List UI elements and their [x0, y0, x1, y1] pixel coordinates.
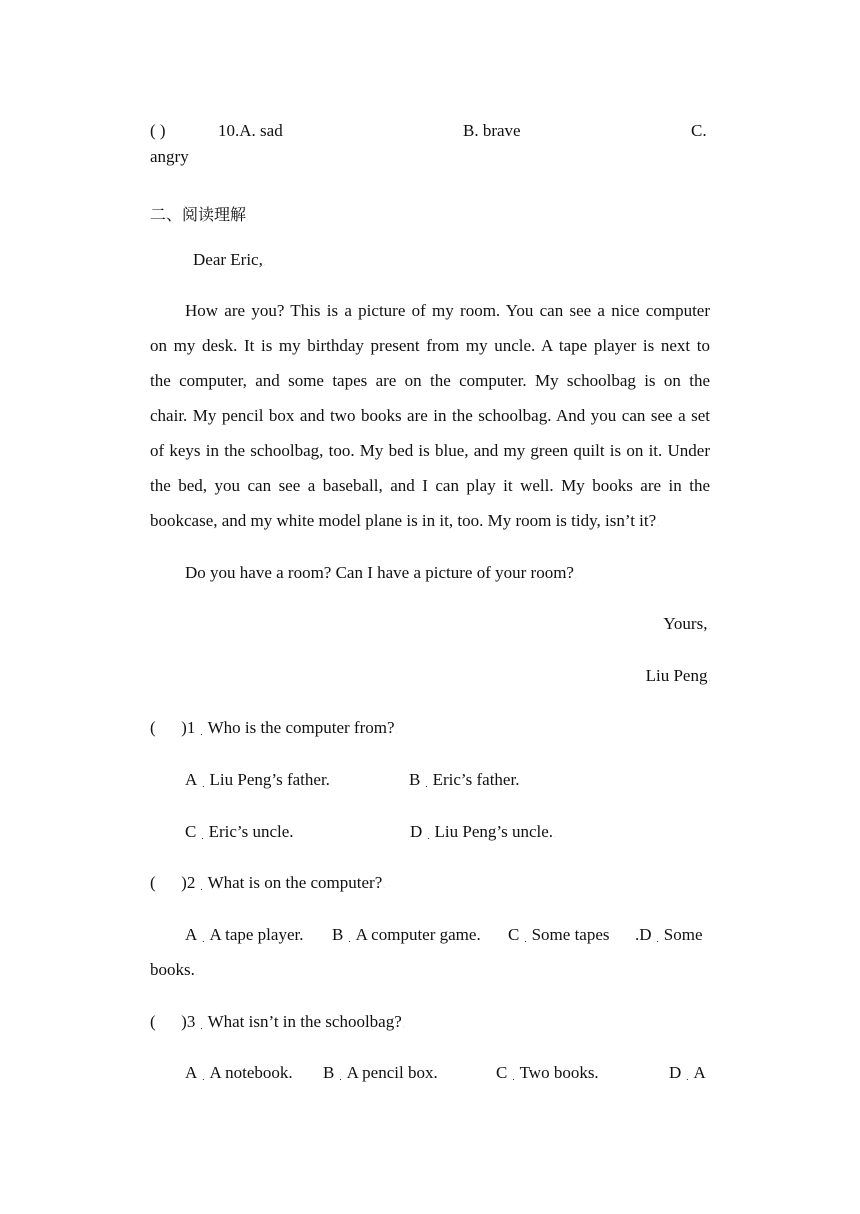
signature-text: Liu Peng — [645, 666, 708, 685]
option-c: C . Two books. — [496, 1063, 599, 1082]
option-a: A . Liu Peng’s father. — [185, 770, 330, 789]
option-d: D . A — [669, 1063, 706, 1082]
letter-body-line-last: bookcase, and my white model plane is in it, too. My room is tidy, isn’t it?ᐧ — [150, 511, 659, 530]
greeting-text: Dear Eric, — [193, 250, 263, 269]
question-number: 1 — [186, 718, 196, 737]
closing-text: Yours, — [663, 614, 708, 633]
letter-body-line: How are you? This is a picture of my room. You can see a nice computer — [185, 301, 710, 320]
letter-body-line: chair. My pencil box and two books are in the schoolbag. And you can see a set — [150, 406, 710, 425]
question-text: What isn’t in the schoolbag? — [207, 1012, 402, 1031]
answer-paren: ( ) — [150, 121, 166, 140]
option-a: A . A tape player. — [185, 925, 304, 944]
option-d-wrap: books.ᐧ — [150, 960, 198, 979]
question-text: What is on the computer? — [207, 873, 383, 892]
question-number: 3 — [186, 1012, 196, 1031]
option-a: A . A notebook. — [185, 1063, 293, 1082]
letter-body-line: the bed, you can see a baseball, and I can play it well. My books are in the — [150, 476, 710, 495]
answer-paren: ( ) — [150, 718, 187, 737]
question-stem: ( )3 . What isn’t in the schoolbag?ᐧ — [150, 1012, 405, 1031]
question-stem: ( )2 . What is on the computer?ᐧ — [150, 873, 385, 892]
option-d: .D . Some — [635, 925, 703, 944]
question-number-option-a: 10.A. sad — [218, 121, 283, 140]
option-b: B . A computer game. — [332, 925, 481, 944]
letter-body-line: of keys in the schoolbag, too. My bed is blue, and my green quilt is on it. Under — [150, 441, 710, 460]
question-number: 2 — [186, 873, 196, 892]
letter-body-line: on my desk. It is my birthday present from my uncle. A tape player is next to — [150, 336, 710, 355]
section-title: 二、阅读理解 — [150, 205, 247, 224]
option-c-letter: C. — [691, 121, 707, 140]
option-c: C . Some tapes — [508, 925, 610, 944]
option-b: B . Eric’s father. — [409, 770, 520, 789]
paragraph-2-text: Do you have a room? Can I have a picture of your room? — [185, 563, 574, 582]
letter-signature: Liu Pengᐧ — [645, 666, 710, 685]
option-c-word: angry — [150, 147, 189, 166]
letter-body-text: bookcase, and my white model plane is in it, too. My room is tidy, isn’t it? — [150, 511, 657, 530]
letter-paragraph-2: Do you have a room? Can I have a picture of your room?ᐧ — [185, 563, 577, 582]
question-stem: ( )1 . Who is the computer from?ᐧ — [150, 718, 398, 737]
letter-closing: Yours,ᐧ — [663, 614, 710, 633]
option-d: D . Liu Peng’s uncle.ᐧ — [410, 822, 556, 841]
letter-greeting: Dear Eric,ᐧ — [193, 250, 266, 269]
answer-paren: ( ) — [150, 873, 187, 892]
answer-paren: ( ) — [150, 1012, 187, 1031]
letter-body-line: the computer, and some tapes are on the computer. My schoolbag is on the — [150, 371, 710, 390]
question-text: Who is the computer from? — [207, 718, 395, 737]
option-b: B. brave — [463, 121, 521, 140]
option-b: B . A pencil box. — [323, 1063, 438, 1082]
option-c: C . Eric’s uncle. — [185, 822, 294, 841]
